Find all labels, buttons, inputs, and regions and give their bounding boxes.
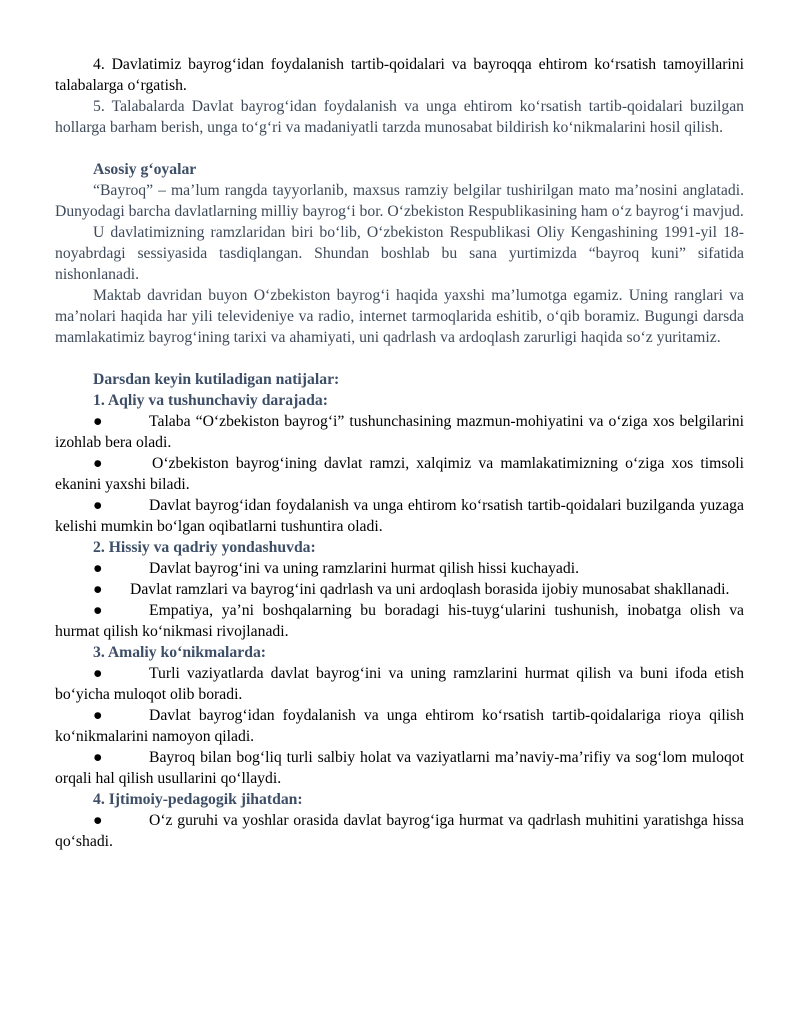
bullet-icon: ●	[93, 455, 103, 472]
list-item	[55, 600, 744, 642]
list-item	[55, 579, 744, 600]
bullet-icon: ●	[93, 581, 103, 598]
bullet-icon: ●	[93, 707, 103, 724]
list-item	[55, 558, 744, 579]
bullet-icon: ●	[93, 812, 103, 829]
bullet-icon: ●	[93, 497, 103, 514]
list-item	[55, 810, 744, 852]
list-item	[55, 747, 744, 789]
main-ideas-paragraph: “Bayroq” – ma’lum rangda tayyorlanib, maxsus ramziy belgilar tushirilgan mato ma’nosini anglatadi. Dunyodagi barcha davlatlarning milliy bayrog‘i bor. O‘zbekiston Respublikasining ham o‘z bayrog‘i mavjud.	[55, 182, 744, 220]
section-title: 2. Hissiy va qadriy yondashuvda:	[93, 539, 316, 556]
list-item-text: Bayroq bilan bog‘liq turli salbiy holat va vaziyatlarni ma’naviy-ma’rifiy va sog‘lom muloqot orqali hal qilish usullarini qo‘llaydi.	[55, 749, 744, 787]
list-item-text: O‘zbekiston bayrog‘ining davlat ramzi, xalqimiz va mamlakatimizning o‘ziga xos timsoli ekanini yaxshi biladi.	[55, 455, 744, 493]
section-title: 4. Ijtimoiy-pedagogik jihatdan:	[93, 791, 303, 808]
document-page	[55, 54, 744, 852]
spacer	[55, 138, 744, 159]
bullet-icon: ●	[93, 602, 103, 619]
list-item-text: Davlat bayrog‘idan foydalanish va unga ehtirom ko‘rsatish tartib-qoidalari buzilganda yuzaga kelishi mumkin bo‘lgan oqibatlarni tushuntira oladi.	[55, 497, 744, 535]
list-item	[55, 453, 744, 495]
list-item-text: Davlat ramzlari va bayrog‘ini qadrlash va uni ardoqlash borasida ijobiy munosabat shakllanadi.	[130, 581, 730, 598]
objective-item-4: 4. Davlatimiz bayrog‘idan foydalanish tartib-qoidalari va bayroqqa ehtirom ko‘rsatish tamoyillarini talabalarga o‘rgatish.	[55, 56, 744, 94]
list-item-text: Turli vaziyatlarda davlat bayrog‘ini va uning ramzlarini hurmat qilish va buni ifoda etish bo‘yicha muloqot olib boradi.	[55, 665, 744, 703]
bullet-icon: ●	[93, 560, 103, 577]
bullet-icon: ●	[93, 413, 103, 430]
list-item-text: O‘z guruhi va yoshlar orasida davlat bayrog‘iga hurmat va qadrlash muhitini yaratishga hissa qo‘shadi.	[55, 812, 744, 850]
list-item-text: Davlat bayrog‘idan foydalanish va unga ehtirom ko‘rsatish tartib-qoidalariga rioya qilish ko‘nikmalarini namoyon qiladi.	[55, 707, 744, 745]
main-ideas-paragraph: U davlatimizning ramzlaridan biri bo‘lib, O‘zbekiston Respublikasi Oliy Kengashining 1991-yil 18-noyabrdagi sessiyasida tasdiqlangan. Shundan boshlab bu sana yurtimizda “bayroq kuni” sifatida nishonlanadi.	[55, 224, 744, 283]
outcomes-heading: Darsdan keyin kutiladigan natijalar:	[93, 371, 340, 388]
list-item-text: Davlat bayrog‘ini va uning ramzlarini hurmat qilish hissi kuchayadi.	[149, 560, 579, 577]
list-item	[55, 495, 744, 537]
section-title: 3. Amaliy ko‘nikmalarda:	[93, 644, 267, 661]
list-item	[55, 663, 744, 705]
section-title: 1. Aqliy va tushunchaviy darajada:	[93, 392, 328, 409]
bullet-icon: ●	[93, 665, 103, 682]
bullet-icon: ●	[93, 749, 103, 766]
objective-item-5: 5. Talabalarda Davlat bayrog‘idan foydalanish va unga ehtirom ko‘rsatish tartib-qoidalari buzilgan hollarga barham berish, unga to‘g‘ri va madaniyatli tarzda munosabat bildirish ko‘nikmalarini hosil qilish.	[55, 98, 744, 136]
list-item-text: Talaba “O‘zbekiston bayrog‘i” tushunchasining mazmun-mohiyatini va o‘ziga xos belgilarini izohlab bera oladi.	[55, 413, 744, 451]
main-ideas-heading: Asosiy g‘oyalar	[93, 161, 197, 178]
spacer	[55, 348, 744, 369]
list-item-text: Empatiya, ya’ni boshqalarning bu boradagi his-tuyg‘ularini tushunish, inobatga olish va hurmat qilish ko‘nikmasi rivojlanadi.	[55, 602, 744, 640]
list-item	[55, 411, 744, 453]
main-ideas-paragraph: Maktab davridan buyon O‘zbekiston bayrog‘i haqida yaxshi ma’lumotga egamiz. Uning ranglari va ma’nolari haqida har yili televideniye va radio, internet tarmoqlarida eshitib, o‘qib boramiz. Bugungi darsda mamlakatimiz bayrog‘ining tarixi va ahamiyati, uni qadrlash va ardoqlash zarurligi haqida so‘z yuritamiz.	[55, 287, 744, 346]
list-item	[55, 705, 744, 747]
